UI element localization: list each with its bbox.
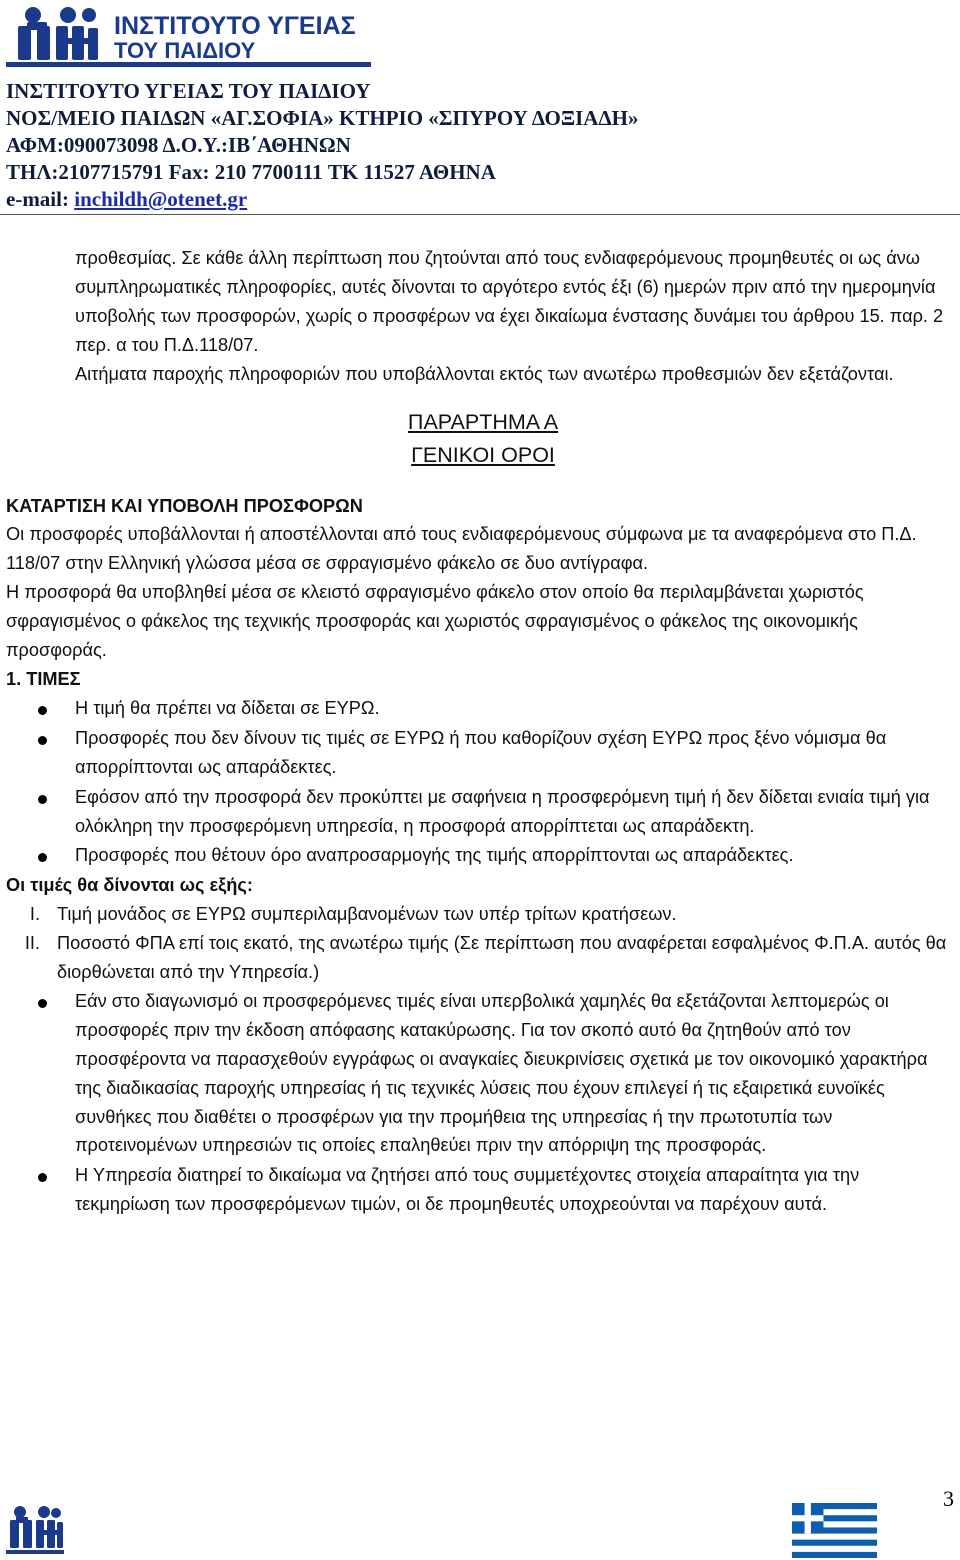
- bullet-icon: [38, 706, 47, 715]
- roman-number: I.: [29, 904, 40, 925]
- institute-contact: ΤΗΛ:2107715791 Fax: 210 7700111 ΤΚ 11527 ΑΘΗΝΑ: [6, 160, 496, 184]
- institute-email-line: [6, 186, 956, 213]
- section-title: ΚΑΤΑΡΤΙΣΗ ΚΑΙ ΥΠΟΒΟΛΗ ΠΡΟΣΦΟΡΩΝ: [6, 495, 363, 516]
- header-divider: [0, 214, 960, 215]
- intro-paragraph-1: προθεσμίας. Σε κάθε άλλη περίπτωση που ζητούνται από τους ενδιαφερόμενους προμηθευτές οι ως άνω συμπληρωματικές πληροφορίες, αυτές δίνονται το αργότερο εντός έξι (6) ημερών πριν από την ημερομηνία υποβολής των προσφορών, χωρίς ο προσφέρων να έχει δικαίωμα ένστασης δυνάμει του άρθρου 15. παρ. 2 περ. α του Π.Δ.118/07.: [75, 248, 944, 355]
- intro-paragraph-2: Αιτήματα παροχής πληροφοριών που υποβάλλονται εκτός των ανωτέρω προθεσμιών δεν εξετάζονται.: [75, 363, 894, 384]
- appendix-titles: [0, 406, 960, 472]
- bullet-text: Εφόσον από την προσφορά δεν προκύπτει με σαφήνεια η προσφερόμενη τιμή ή δεν δίδεται ενιαία τιμή για ολόκληρη την προσφερόμενη υπηρεσία, η προσφορά απορρίπτεται ως απαράδεκτη.: [75, 786, 930, 836]
- general-terms-title: ΓΕΝΙΚΟΙ ΟΡΟΙ: [411, 442, 555, 467]
- institute-name: ΙΝΣΤΙΤΟΥΤΟ ΥΓΕΙΑΣ ΤΟΥ ΠΑΙΔΙΟΥ: [6, 79, 371, 103]
- logo-text-line2: ΤΟΥ ΠΑΙΔΙΟΥ: [114, 38, 256, 63]
- list-item: [0, 929, 960, 987]
- bullet-text: Η τιμή θα πρέπει να δίδεται σε ΕΥΡΩ.: [75, 697, 380, 718]
- list-item: [0, 724, 960, 782]
- greek-flag-icon: [792, 1503, 877, 1558]
- logo-monogram: ΙΥΠ: [8, 0, 10, 1]
- institute-info: [6, 78, 956, 213]
- list-item: [0, 987, 960, 1160]
- final-bullet-list: [0, 987, 960, 1219]
- section-paragraph-1: Οι προσφορές υποβάλλονται ή αποστέλλονται από τους ενδιαφερόμενους σύμφωνα με τα αναφερόμενα στο Π.Δ. 118/07 στην Ελληνική γλώσσα μέσα σε σφραγισμένο φάκελο σε δυο αντίγραφα.: [6, 524, 917, 574]
- page-number: 3: [943, 1486, 954, 1511]
- bullet-icon: [38, 795, 47, 804]
- bullet-text: Η Υπηρεσία διατηρεί το δικαίωμα να ζητήσει από τους συμμετέχοντες στοιχεία απαραίτητα για την τεκμηρίωση των προσφερόμενων τιμών, οι δε προμηθευτές υποχρεούνται να παρέχουν αυτά.: [75, 1165, 860, 1215]
- logo-figures-icon: [18, 7, 98, 60]
- bullet-text: Προσφορές που δεν δίνουν τις τιμές σε ΕΥΡΩ ή που καθορίζουν σχέση ΕΥΡΩ προς ξένο νόμισμα θα απορρίπτονται ως απαράδεκτες.: [75, 727, 887, 777]
- list-item: [0, 694, 960, 723]
- roman-text: Ποσοστό ΦΠΑ επί τοις εκατό, της ανωτέρω τιμής (Σε περίπτωση που αναφέρεται εσφαλμένος Φ.Π.Α. αυτός θα διορθώνεται από την Υπηρεσία.): [57, 933, 947, 983]
- prices-heading: 1. ΤΙΜΕΣ: [6, 668, 81, 689]
- prices-given-heading: Οι τιμές θα δίνονται ως εξής:: [6, 875, 253, 896]
- bullet-icon: [38, 999, 47, 1008]
- section-paragraph-2: Η προσφορά θα υποβληθεί μέσα σε κλειστό σφραγισμένο φάκελο στον οποίο θα περιλαμβάνεται χωριστός σφραγισμένος ο φάκελος της τεχνικής προσφοράς και χωριστός σφραγισμένος ο φάκελος της οικονομικής προσφοράς.: [6, 582, 864, 661]
- price-bullet-list: [0, 694, 960, 870]
- roman-number: II.: [24, 933, 40, 954]
- list-item: [0, 1161, 960, 1219]
- institute-tax-info: ΑΦΜ:090073098 Δ.Ο.Υ.:ΙΒ΄ΑΘΗΝΩΝ: [6, 133, 351, 157]
- logo-text-line1: ΙΝΣΤΙΤΟΥΤΟ ΥΓΕΙΑΣ: [114, 12, 356, 40]
- footer-logo-icon: [6, 1503, 64, 1555]
- institute-address: ΝΟΣ/ΜΕΙΟ ΠΑΙΔΩΝ «ΑΓ.ΣΟΦΙΑ» ΚΤΗΡΙΟ «ΣΠΥΡΟΥ ΔΟΞΙΑΔΗ»: [6, 106, 639, 130]
- roman-text: Τιμή μονάδος σε ΕΥΡΩ συμπεριλαμβανομένων των υπέρ τρίτων κρατήσεων.: [57, 904, 677, 925]
- list-item: [0, 841, 960, 870]
- email-link[interactable]: inchildh@otenet.gr: [74, 187, 248, 211]
- bullet-icon: [38, 1173, 47, 1182]
- bullet-text: Προσφορές που θέτουν όρο αναπροσαρμογής της τιμής απορρίπτονται ως απαράδεκτες.: [75, 845, 794, 866]
- bullet-text: Εάν στο διαγωνισμό οι προσφερόμενες τιμές είναι υπερβολικά χαμηλές θα εξετάζονται λεπτομερώς οι προσφορές πριν την έκδοση απόφασης κατακύρωσης. Για τον σκοπό αυτό θα ζητηθούν από τον προσφέροντα να παρασχεθούν εγγράφως οι αναγκαίες διευκρινίσεις σχετικά με τον οικονομικό χαρακτήρα της διαδικασίας παροχής υπηρεσίας ή τις τεχνικές λύσεις που έχουν επιλεγεί ή τις εξαιρετικά ευνοϊκές συνθήκες που διαθέτει ο προσφέρων για την προμήθεια της υπηρεσίας ή την πρωτοτυπία των προτεινομένων υπηρεσιών τις οποίες επαληθεύει πριν την απόρριψη της προσφοράς.: [75, 990, 928, 1156]
- list-item: [0, 783, 960, 841]
- email-label: e-mail:: [6, 187, 69, 211]
- institute-logo: [6, 0, 371, 68]
- bullet-icon: [38, 736, 47, 745]
- document-body: [0, 244, 960, 1220]
- list-item: [0, 900, 960, 929]
- bullet-icon: [38, 853, 47, 862]
- roman-list: [0, 900, 960, 987]
- appendix-title: ΠΑΡΑΡΤΗΜΑ Α: [407, 409, 559, 434]
